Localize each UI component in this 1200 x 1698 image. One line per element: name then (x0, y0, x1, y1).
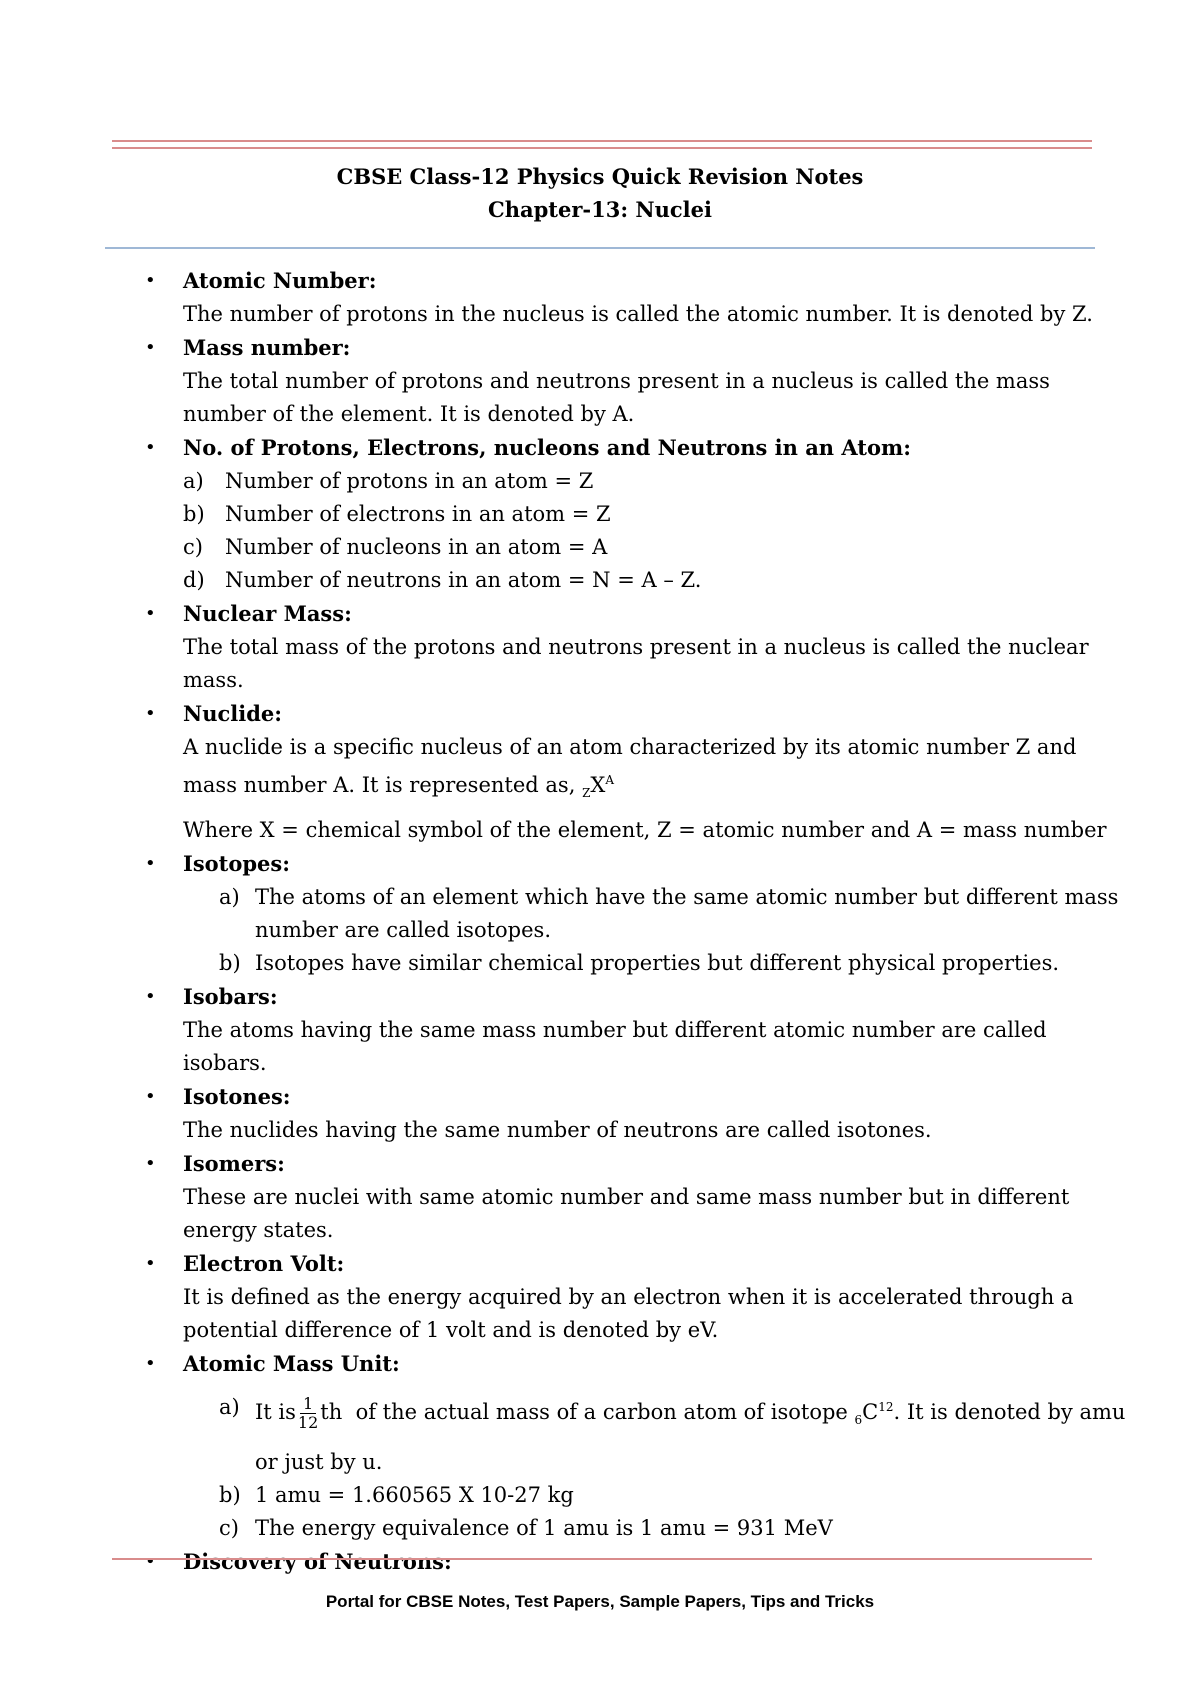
amu-sub-a (145, 1381, 1135, 1479)
footer-rule (112, 1558, 1092, 1560)
fraction-denominator: 12 (297, 1413, 319, 1433)
amu-a-pre: It is (255, 1400, 296, 1425)
nuclide-symbol-sup: A (605, 773, 615, 787)
counts-sub-d (145, 564, 1135, 597)
electron-volt-heading: Electron Volt: (183, 1251, 345, 1277)
amu-item (145, 1347, 1135, 1381)
amu-a-mid: of the actual mass of a carbon atom of isotope (355, 1400, 848, 1425)
nuclide-text (183, 731, 1135, 810)
list-text: The energy equivalence of 1 amu is 1 amu = 931 MeV (255, 1516, 833, 1541)
list-label: b) (219, 951, 241, 976)
isomers-heading: Isomers: (183, 1151, 285, 1177)
isobars-item (145, 980, 1135, 1080)
atomic-number-item (145, 264, 1135, 331)
nuclide-symbol: X (590, 773, 606, 797)
list-label: b) (183, 502, 205, 526)
mass-number-text: The total number of protons and neutrons present in a nucleus is called the mass number of the element. It is denoted by A. (183, 369, 1050, 426)
isotope-sub: 6 (854, 1413, 863, 1428)
list-text: The atoms of an element which have the same atomic number but different mass number are called isotopes. (255, 885, 1119, 943)
notes-body (145, 264, 1135, 1579)
list-text: Isotopes have similar chemical properties but different physical properties. (255, 951, 1060, 976)
amu-sub-b (145, 1479, 1135, 1512)
amu-a-th: th (320, 1400, 343, 1425)
counts-item (145, 431, 1135, 465)
isotopes-sub-a (145, 881, 1135, 947)
isotopes-sub-b (145, 947, 1135, 980)
list-label: a) (219, 1395, 240, 1420)
isotones-item (145, 1080, 1135, 1147)
neutrons-heading: Discovery of Neutrons: (183, 1549, 452, 1575)
atomic-number-heading: Atomic Number: (183, 268, 377, 293)
list-label: c) (183, 535, 203, 559)
footer-text: Portal for CBSE Notes, Test Papers, Sample Papers, Tips and Tricks (325, 1592, 875, 1611)
atomic-number-text: The number of protons in the nucleus is called the atomic number. It is denoted by Z. (183, 302, 1093, 326)
list-label: a) (183, 469, 204, 493)
list-label: d) (183, 568, 205, 592)
list-text: Number of protons in an atom = Z (225, 469, 594, 493)
nuclear-mass-item (145, 597, 1135, 697)
isotopes-heading: Isotopes: (183, 851, 290, 877)
header-double-rule (112, 140, 1092, 149)
neutrons-item (145, 1545, 1135, 1579)
list-text: Number of neutrons in an atom = N = A – Z. (225, 568, 702, 592)
isobars-text: The atoms having the same mass number but different atomic number are called isobars. (183, 1018, 1047, 1076)
list-label: a) (219, 885, 240, 910)
nuclide-symbol-sub: Z (582, 786, 591, 801)
isomers-item (145, 1147, 1135, 1247)
isotope-sup: 12 (878, 1400, 894, 1415)
amu-heading: Atomic Mass Unit: (183, 1351, 400, 1377)
mass-number-item (145, 331, 1135, 431)
document-title: CBSE Class-12 Physics Quick Revision Notes (336, 164, 864, 189)
header-divider (105, 247, 1095, 249)
isotones-heading: Isotones: (183, 1084, 291, 1110)
mass-number-heading: Mass number: (183, 335, 351, 360)
list-label: b) (219, 1483, 241, 1508)
nuclide-heading: Nuclide: (183, 701, 283, 726)
amu-a-post: . It is denoted by amu or just by u. (255, 1400, 1126, 1475)
isotope-symbol: C (862, 1400, 879, 1425)
counts-sub-c (145, 531, 1135, 564)
nuclear-mass-text: The total mass of the protons and neutrons present in a nucleus is called the nuclear mass. (183, 635, 1089, 692)
nuclide-where-text: Where X = chemical symbol of the element, Z = atomic number and A = mass number (183, 818, 1107, 843)
chapter-title: Chapter-13: Nuclei (488, 197, 712, 222)
list-text: Number of nucleons in an atom = A (225, 535, 608, 559)
amu-sub-c (145, 1512, 1135, 1545)
fraction (298, 1395, 318, 1432)
nuclide-item (145, 697, 1135, 847)
list-label: c) (219, 1516, 239, 1541)
amu-a-text (255, 1394, 894, 1433)
fraction-numerator: 1 (300, 1395, 316, 1414)
counts-sub-a (145, 465, 1135, 498)
counts-sub-b (145, 498, 1135, 531)
nuclide-text-1: A nuclide is a specific nucleus of an atom characterized by its atomic number Z and mass number A. It is represented as, (183, 735, 1077, 797)
nuclear-mass-heading: Nuclear Mass: (183, 601, 352, 626)
list-text: 1 amu = 1.660565 X 10-27 kg (255, 1483, 574, 1508)
isobars-heading: Isobars: (183, 984, 278, 1010)
isotopes-item (145, 847, 1135, 881)
electron-volt-item (145, 1247, 1135, 1347)
electron-volt-text: It is defined as the energy acquired by an electron when it is accelerated through a potential difference of 1 volt and is denoted by eV. (183, 1285, 1074, 1343)
list-text: Number of electrons in an atom = Z (225, 502, 611, 526)
isotones-text: The nuclides having the same number of neutrons are called isotones. (183, 1118, 932, 1143)
isomers-text: These are nuclei with same atomic number and same mass number but in different energy states. (183, 1185, 1070, 1243)
counts-heading: No. of Protons, Electrons, nucleons and Neutrons in an Atom: (183, 435, 911, 460)
